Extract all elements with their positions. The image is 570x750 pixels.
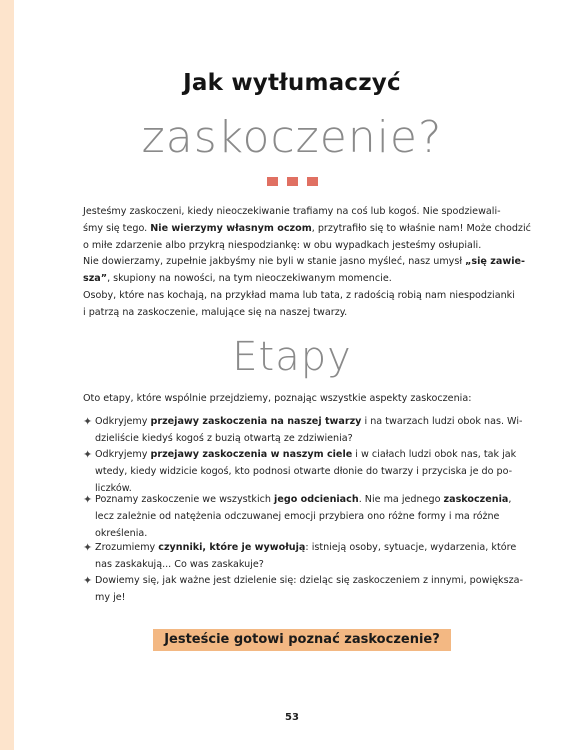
page-title-top: Jak wytłumaczyć [183, 70, 401, 96]
list-item: ✦ Odkryjemy przejawy zaskoczenia na naszej twarzy i na twarzach ludzi obok nas. Wi- dzieliście kiedyś kogoś z buzią otwartą ze zdziwienia? [83, 415, 523, 444]
star-bullet-icon: ✦ [83, 448, 93, 461]
square-icon [287, 177, 298, 186]
cta-highlight: Jesteście gotowi poznać zaskoczenie? [153, 629, 451, 651]
page-edge-strip [0, 0, 14, 750]
list-item: ✦ Poznamy zaskoczenie we wszystkich jego odcieniach. Nie ma jednego zaskoczenia, lecz zależnie od natężenia odczuwanej emocji przybiera ono różne formy i ma różne określenia. [83, 493, 512, 539]
star-bullet-icon: ✦ [83, 541, 93, 554]
text-line: śmy się tego. Nie wierzymy własnym oczom, przytrafiło się to właśnie nam! Może chodzić [83, 222, 531, 234]
star-bullet-icon: ✦ [83, 493, 93, 506]
text-line: i patrzą na zaskoczenie, malujące się na naszej twarzy. [83, 306, 348, 318]
book-page [14, 0, 570, 750]
page-title-main: zaskoczenie? [141, 112, 443, 163]
page-number: 53 [285, 712, 299, 723]
list-item: ✦ Dowiemy się, jak ważne jest dzielenie się: dzieląc się zaskoczeniem z innymi, powiększa- my je! [83, 574, 523, 603]
star-bullet-icon: ✦ [83, 574, 93, 587]
star-bullet-icon: ✦ [83, 415, 93, 428]
intro-paragraph [83, 204, 531, 322]
section-title-stages: Etapy [232, 334, 352, 380]
list-item: ✦ Odkryjemy przejawy zaskoczenia w naszym ciele i w ciałach ludzi obok nas, tak jak wtedy, kiedy widzicie kogoś, kto podnosi otwarte dłonie do twarzy i przyciska je do po- liczków. [83, 448, 517, 494]
text-line: Jesteśmy zaskoczeni, kiedy nieoczekiwanie trafiamy na coś lub kogoś. Nie spodziewali- [83, 206, 501, 217]
square-icon [267, 177, 278, 186]
text-line: o miłe zdarzenie albo przykrą niespodziankę: w obu wypadkach jesteśmy osłupiali. [83, 239, 482, 251]
list-item: ✦ Zrozumiemy czynniki, które je wywołują: istnieją osoby, sytuacje, wydarzenia, które nas zaskakują... Co was zaskakuje? [83, 541, 517, 570]
decorative-squares [14, 177, 570, 186]
text-line: sza”, skupiony na nowości, na tym nieoczekiwanym momencie. [83, 273, 392, 285]
square-icon [307, 177, 318, 186]
stages-intro: Oto etapy, które wspólnie przejdziemy, poznając wszystkie aspekty zaskoczenia: [83, 393, 472, 404]
text-line: Nie dowierzamy, zupełnie jakbyśmy nie byli w stanie jasno myśleć, nasz umysł „się zawie- [83, 256, 525, 268]
text-line: Osoby, które nas kochają, na przykład mama lub tata, z radością robią nam niespodzianki [83, 289, 515, 301]
